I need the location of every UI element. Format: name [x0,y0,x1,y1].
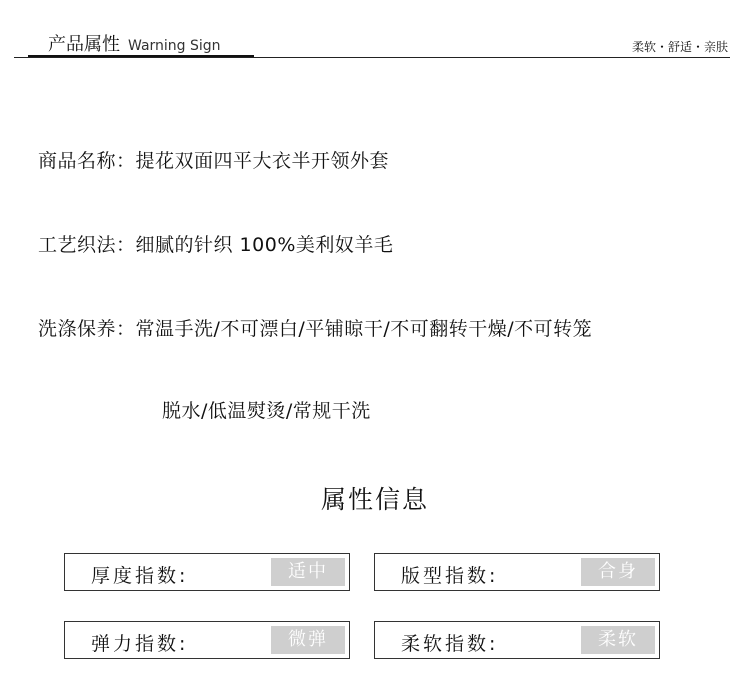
header-title [48,30,221,56]
info-row-craft [38,230,393,257]
attr-value-badge: 适中 [271,558,345,586]
attr-softness [374,621,660,659]
attr-value-badge: 微弹 [271,626,345,654]
header [0,0,750,70]
attr-fit [374,553,660,591]
info-row-product-name [38,146,389,173]
care-continuation: 脱水/低温熨烫/常规干洗 [162,400,371,422]
section-title: 属性信息 [320,485,429,514]
header-title-en: Warning Sign [128,38,221,54]
info-value: 提花双面四平大衣半开领外套 [135,150,390,172]
info-label: 洗涤保养： [38,318,136,340]
header-slogan: 柔软・舒适・亲肤 [631,40,728,54]
attr-elasticity [64,621,350,659]
attr-value-badge: 柔软 [581,626,655,654]
info-value: 细腻的针织 100%美利奴羊毛 [135,234,394,256]
attr-label: 版型指数: [401,565,499,587]
header-title-cn: 产品属性 [48,34,120,55]
info-value: 常温手洗/不可漂白/平铺晾干/不可翻转干燥/不可转笼 [135,318,593,340]
attr-label: 柔软指数: [401,633,499,655]
attr-value-badge: 合身 [581,558,655,586]
info-row-care [38,314,592,341]
attr-label: 弹力指数: [91,633,189,655]
attr-label: 厚度指数: [91,565,189,587]
info-label: 商品名称： [38,150,136,172]
attr-thickness [64,553,350,591]
header-divider [14,57,730,58]
info-label: 工艺织法： [38,234,136,256]
